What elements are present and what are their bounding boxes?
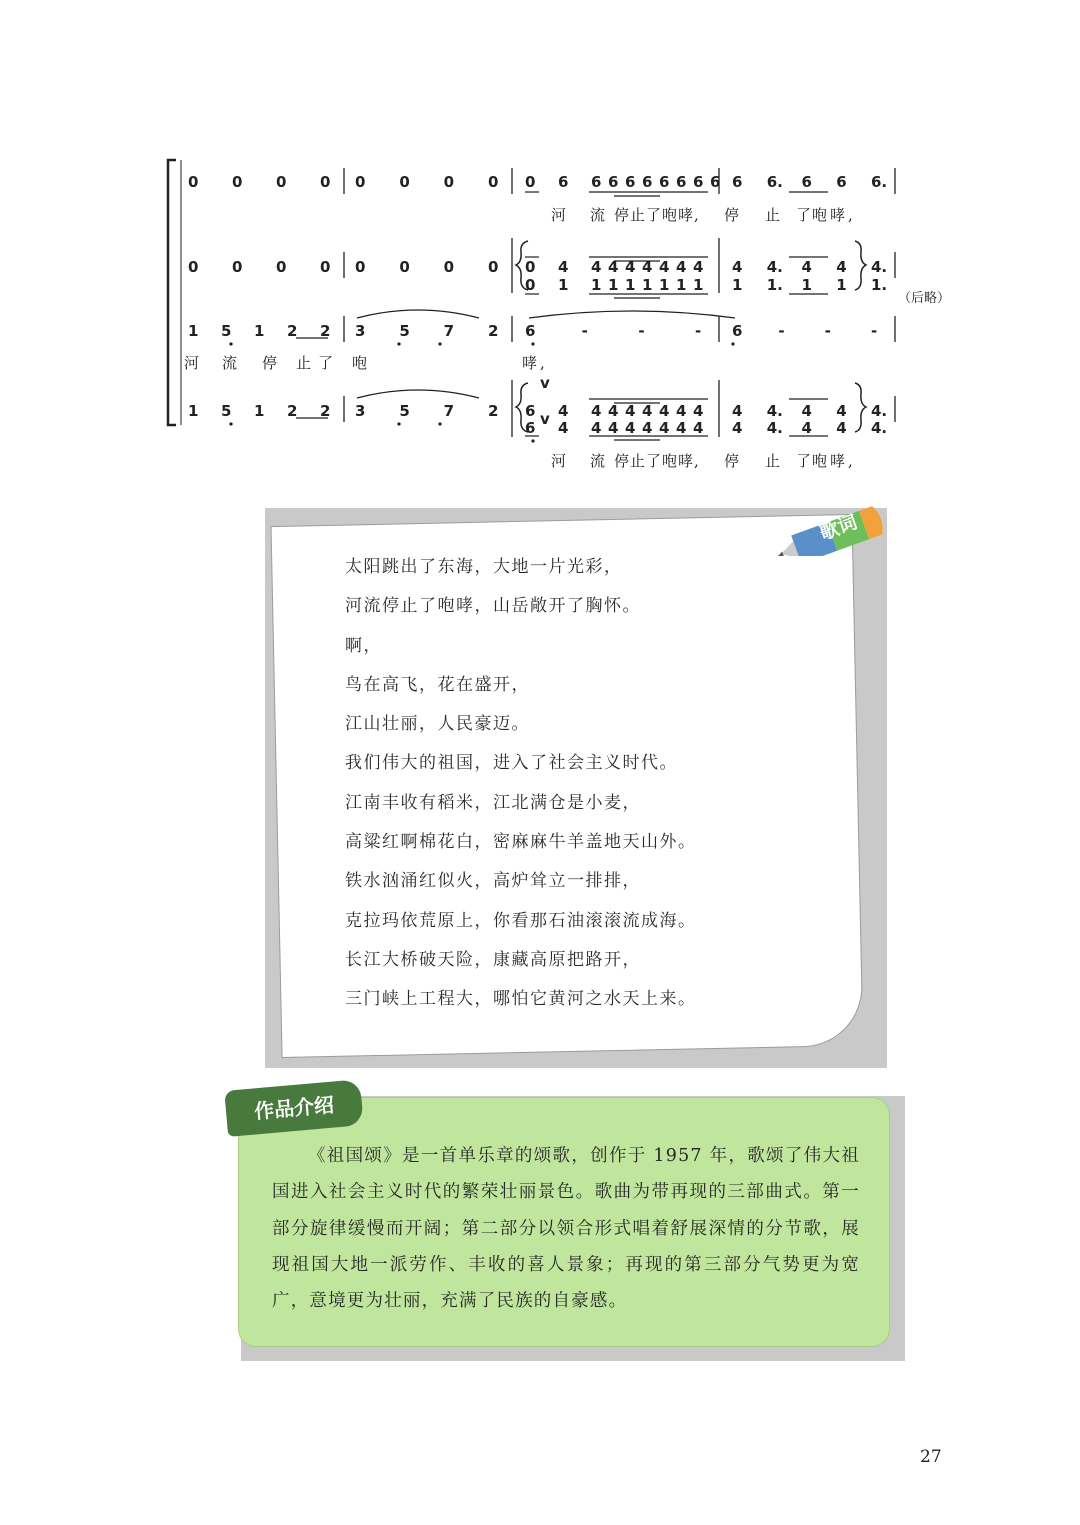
lyric-syllable: 止 xyxy=(765,452,781,470)
lyric-syllable: 流 xyxy=(590,206,606,224)
lyric-syllable: , xyxy=(848,452,853,470)
note: 6 xyxy=(710,173,721,191)
lyric-line: 太阳跳出了东海，大地一片光彩， xyxy=(345,557,623,577)
note: 6 xyxy=(642,173,653,191)
note: 2 xyxy=(320,322,331,340)
lyric-syllable: 止 xyxy=(765,206,781,224)
lyric-syllable: 哮 xyxy=(830,452,846,470)
note: 4 xyxy=(558,258,569,276)
note: 4 xyxy=(836,258,847,276)
note: 4. xyxy=(766,258,783,276)
note: 0 xyxy=(525,276,536,294)
lyric-syllable: 咆 xyxy=(812,206,828,224)
note: 5 xyxy=(399,322,410,340)
note: 6 xyxy=(732,322,743,340)
note: 4 xyxy=(625,402,636,420)
lyric-syllable: 河 xyxy=(551,206,567,224)
note: 4 xyxy=(676,258,687,276)
lyric-syllable: , xyxy=(694,452,699,470)
note: 4 xyxy=(659,258,670,276)
note: 1 xyxy=(591,276,602,294)
note: 6 xyxy=(558,173,569,191)
note: 1 xyxy=(625,276,636,294)
note: 2 xyxy=(488,322,499,340)
note: 4 xyxy=(608,402,619,420)
note: - xyxy=(638,322,645,340)
note: 1 xyxy=(801,276,812,294)
note: 4 xyxy=(836,419,847,437)
lyric-syllable: 了 xyxy=(318,354,334,372)
lyric-line: 三门峡上工程大，哪怕它黄河之水天上来。 xyxy=(345,989,697,1010)
note: 3 xyxy=(355,402,366,420)
note: 4. xyxy=(871,419,888,437)
note: 1 xyxy=(188,402,199,420)
note: 0 xyxy=(320,173,331,191)
note: 4 xyxy=(676,419,687,437)
note: 0 xyxy=(188,173,199,191)
note: 4 xyxy=(608,258,619,276)
note: 2 xyxy=(488,402,499,420)
note: 4. xyxy=(766,402,783,420)
note: 6 xyxy=(801,173,812,191)
lyric-syllable: 咆 xyxy=(812,452,828,470)
note: 4 xyxy=(659,419,670,437)
note: 1 xyxy=(732,276,743,294)
note: 0 xyxy=(232,173,243,191)
lyric-syllable: 了 xyxy=(646,206,662,224)
note: 0 xyxy=(443,173,455,191)
note: 1 xyxy=(608,276,619,294)
note: 0 xyxy=(276,173,287,191)
note: 0 xyxy=(525,258,536,276)
note: 1 xyxy=(558,276,569,294)
note: 3 xyxy=(355,322,366,340)
lyric-syllable: 停 xyxy=(614,206,630,224)
lyric-line: 铁水汹涌红似火，高炉耸立一排排， xyxy=(345,871,641,892)
lyric-line: 江南丰收有稻米，江北满仓是小麦， xyxy=(345,792,641,813)
lyric-syllable: , xyxy=(694,206,699,224)
note: - xyxy=(824,322,831,340)
note: 6 xyxy=(659,173,670,191)
lyric-line: 啊， xyxy=(345,635,382,656)
note: 1 xyxy=(254,402,265,420)
note: 0 xyxy=(232,258,243,276)
note: 4 xyxy=(732,419,743,437)
note: 4. xyxy=(766,419,783,437)
note: 6 xyxy=(676,173,687,191)
note: 5 xyxy=(221,402,232,420)
lyric-syllable: 停 xyxy=(724,206,740,224)
note: 4 xyxy=(676,402,687,420)
score-notes xyxy=(184,173,887,470)
lyric-syllable: 止 xyxy=(630,206,646,224)
note: 0 xyxy=(355,173,366,191)
note: - xyxy=(695,322,702,340)
lyric-syllable: 哮 xyxy=(522,354,538,372)
lyrics-tag-label: 歌词 xyxy=(816,511,861,545)
lyric-syllable: 哮 xyxy=(678,206,694,224)
note: 6 xyxy=(591,173,602,191)
note: 6 xyxy=(625,173,636,191)
lyric-syllable: 了 xyxy=(796,206,812,224)
lyric-line: 鸟在高飞，花在盛开， xyxy=(345,674,530,695)
note: 0 xyxy=(525,173,536,191)
lyric-line: 高粱红啊棉花白，密麻麻牛羊盖地天山外。 xyxy=(345,832,697,853)
note: 7 xyxy=(443,322,455,340)
note: 1 xyxy=(254,322,265,340)
lyrics-lines xyxy=(345,552,845,1024)
note: 4 xyxy=(693,419,704,437)
note: 6. xyxy=(766,173,783,191)
note: 6 xyxy=(693,173,704,191)
note: 4. xyxy=(871,258,888,276)
note: 5 xyxy=(399,402,410,420)
lyric-syllable: 止 xyxy=(296,354,312,372)
note: 4 xyxy=(625,258,636,276)
note: 1 xyxy=(693,276,704,294)
note: 0 xyxy=(488,258,499,276)
score-ellipsis: （后略） xyxy=(898,291,951,306)
note: 0 xyxy=(488,173,499,191)
note: 4 xyxy=(625,419,636,437)
note: 5 xyxy=(221,322,232,340)
note: 0 xyxy=(276,258,287,276)
note: 6 xyxy=(525,322,536,340)
lyric-syllable: , xyxy=(848,206,853,224)
note: 2 xyxy=(287,322,298,340)
note: 4 xyxy=(642,402,653,420)
note: 0 xyxy=(188,258,199,276)
note: 4. xyxy=(871,402,888,420)
note: 4 xyxy=(558,419,569,437)
lyric-line: 河流停止了咆哮，山岳敞开了胸怀。 xyxy=(345,596,641,617)
lyric-line: 克拉玛依荒原上，你看那石油滚滚流成海。 xyxy=(345,910,697,931)
lyric-syllable: 河 xyxy=(551,452,567,470)
lyric-syllable: 了 xyxy=(796,452,812,470)
note: 1 xyxy=(642,276,653,294)
lyric-line: 长江大桥破天险，康藏高原把路开， xyxy=(345,949,641,970)
note: 4 xyxy=(642,419,653,437)
note: 4 xyxy=(591,258,602,276)
lyric-syllable: 流 xyxy=(222,354,238,372)
note: - xyxy=(871,322,878,340)
lyric-syllable: 流 xyxy=(590,452,606,470)
lyric-syllable: 河 xyxy=(184,354,200,372)
note: 6 xyxy=(732,173,743,191)
note: 1. xyxy=(766,276,783,294)
note: 4 xyxy=(642,258,653,276)
svg-text:v: v xyxy=(540,374,550,392)
lyric-syllable: 哮 xyxy=(678,452,694,470)
note: 6. xyxy=(871,173,888,191)
note: 4 xyxy=(591,419,602,437)
lyric-syllable: 咆 xyxy=(352,354,368,372)
lyric-syllable: 哮 xyxy=(830,206,846,224)
note: 6 xyxy=(525,419,536,437)
lyric-syllable: 停 xyxy=(262,354,278,372)
note: 4 xyxy=(693,402,704,420)
note: 0 xyxy=(320,258,331,276)
note: 4 xyxy=(801,258,812,276)
svg-text:v: v xyxy=(540,410,550,428)
note: 6 xyxy=(608,173,619,191)
note: 1 xyxy=(836,276,847,294)
page-number: 27 xyxy=(920,1447,942,1467)
note: 4 xyxy=(801,402,812,420)
intro-text: 《祖国颂》是一首单乐章的颂歌，创作于 1957 年，歌颂了伟大祖国进入社会主义时代的繁荣壮丽景色。歌曲为带再现的三部曲式。第一部分旋律缓慢而开阔；第二部分以领合形式唱着舒展深情的分节歌，展现祖国大地一派劳作、丰收的喜人景象；再现的第三部分气势更为宽广，意境更为壮丽，充满了民族的自豪感。 xyxy=(272,1146,860,1312)
note: 6 xyxy=(836,173,847,191)
note: 0 xyxy=(443,258,455,276)
lyric-syllable: 咆 xyxy=(662,206,678,224)
note: 2 xyxy=(320,402,331,420)
lyric-syllable: , xyxy=(540,354,545,372)
note: 4 xyxy=(591,402,602,420)
note: 0 xyxy=(399,173,410,191)
lyric-syllable: 停 xyxy=(614,452,630,470)
note: - xyxy=(581,322,588,340)
note: 4 xyxy=(732,258,743,276)
note: 7 xyxy=(443,402,455,420)
note: 0 xyxy=(399,258,410,276)
lyric-syllable: 咆 xyxy=(662,452,678,470)
lyric-syllable: 了 xyxy=(646,452,662,470)
lyric-syllable: 止 xyxy=(630,452,646,470)
note: 4 xyxy=(836,402,847,420)
music-score xyxy=(0,0,1080,480)
note: 4 xyxy=(608,419,619,437)
note: 1 xyxy=(188,322,199,340)
note: 6 xyxy=(525,402,536,420)
note: 1 xyxy=(676,276,687,294)
note: 4 xyxy=(693,258,704,276)
note: 1 xyxy=(659,276,670,294)
lyric-line: 江山壮丽，人民豪迈。 xyxy=(345,714,530,735)
note: 4 xyxy=(801,419,812,437)
score-structure xyxy=(168,160,895,443)
lyric-line: 我们伟大的祖国，进入了社会主义时代。 xyxy=(345,753,678,774)
note: 4 xyxy=(558,402,569,420)
lyric-syllable: 停 xyxy=(724,452,740,470)
note: 4 xyxy=(732,402,743,420)
note: 2 xyxy=(287,402,298,420)
note: - xyxy=(778,322,785,340)
intro-tag-label: 作品介绍 xyxy=(253,1092,336,1124)
note: 1. xyxy=(871,276,888,294)
note: 4 xyxy=(659,402,670,420)
note: 0 xyxy=(355,258,366,276)
